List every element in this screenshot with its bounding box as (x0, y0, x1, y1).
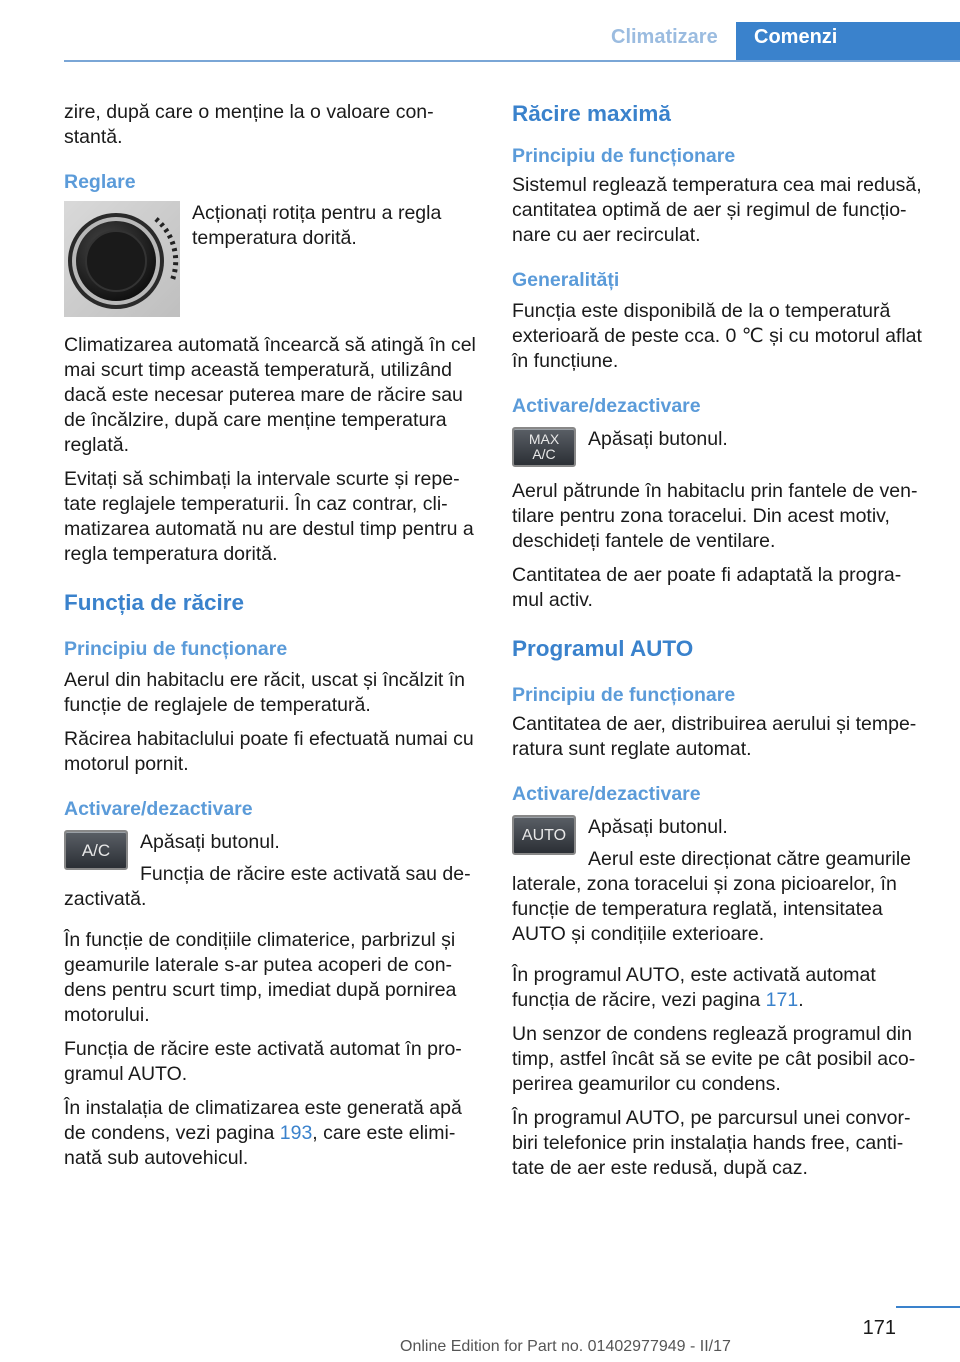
paragraph: zire, după care o menține la o valoare con-stantă. (64, 101, 434, 148)
heading-principiu: Principiu de funcționare (64, 638, 288, 660)
heading-principiu: Principiu de funcționare (512, 684, 736, 706)
section-tab[interactable]: Climatizare (611, 26, 718, 48)
heading-principiu: Principiu de funcționare (512, 145, 736, 167)
paragraph: Climatizarea automată încearcă să atingă în cel mai scurt timp această temperatură, utilizând dacă este necesar puterea mare de răcire sau de încălzire, după care menține temperatura reglată. (64, 334, 476, 456)
page-number: 171 (862, 1317, 896, 1339)
heading-functia-racire: Funcția de răcire (64, 590, 245, 615)
paragraph: Aerul este direcționat către geamurile laterale, zona toracelui și zona picioarelor, în funcție de temperatura reglată, intensitatea AUTO și condițiile exterioare. (512, 848, 911, 945)
ac-button[interactable]: A/C (64, 830, 128, 870)
page-link-193[interactable]: 193 (279, 1122, 313, 1144)
page-link-171[interactable]: 171 (765, 989, 799, 1011)
paragraph: Apăsați butonul. (588, 428, 728, 450)
reglare-row (64, 201, 484, 317)
paragraph: Un senzor de condens reglează programul din timp, astfel încât să se evite pe cât posibil aco-perirea geamurilor cu condens. (512, 1023, 916, 1095)
paragraph: Răcirea habitaclului poate fi efectuată numai cu motorul pornit. (64, 728, 474, 775)
header-divider (64, 60, 960, 62)
footer-divider (0, 1306, 960, 1308)
max-ac-button-row (512, 427, 932, 467)
paragraph: Apăsați butonul. (140, 831, 280, 853)
max-ac-button[interactable]: MAX A/C (512, 427, 576, 467)
paragraph: În instalația de climatizarea este generată apă de condens, vezi pagina 193, care este elimi-nată sub autovehicul. (64, 1097, 462, 1169)
paragraph: Evitați să schimbați la intervale scurte și repe-tate reglajele temperaturii. În caz contrar, cli-matizarea automată nu are destul timp pentru a regla temperatura dorită. (64, 468, 474, 565)
paragraph: Apăsați butonul. (588, 816, 728, 838)
left-column (64, 100, 484, 1180)
active-tab[interactable]: Comenzi (736, 22, 960, 62)
ac-text (140, 830, 484, 861)
edition-text: Online Edition for Part no. 01402977949 - II/17 (400, 1338, 731, 1355)
paragraph: Cantitatea de aer, distribuirea aerului și tempe-ratura sunt reglate automat. (512, 713, 917, 760)
heading-programul-auto: Programul AUTO (512, 636, 694, 661)
heading-generalitati: Generalități (512, 269, 620, 291)
paragraph: În programul AUTO, pe parcursul unei convor-biri telefonice prin instalația hands free, canti-tate de aer este redusă, după caz. (512, 1107, 911, 1179)
heading-racire-maxima: Răcire maximă (512, 101, 671, 126)
auto-button[interactable]: AUTO (512, 815, 576, 855)
temperature-knob-image (64, 201, 180, 317)
paragraph: Funcția de răcire este activată sau de-zactivată. (64, 863, 471, 910)
reglare-text: Acționați rotița pentru a regla temperatura dorită. (192, 202, 442, 249)
heading-activare: Activare/dezactivare (512, 395, 701, 417)
heading-activare: Activare/dezactivare (512, 783, 701, 805)
page-header (0, 0, 960, 62)
paragraph: Aerul pătrunde în habitaclu prin fantele de ven-tilare pentru zona toracelui. Din acest motiv, deschideți fantele de ventilare. (512, 480, 918, 552)
paragraph: Funcția este disponibilă de la o temperatură exterioară de peste cca. 0 ℃ și cu motorul aflat în funcțiune. (512, 300, 922, 372)
heading-reglare: Reglare (64, 171, 136, 193)
heading-activare: Activare/dezactivare (64, 798, 253, 820)
right-column (512, 100, 932, 1190)
paragraph: În programul AUTO, este activată automat funcția de răcire, vezi pagina 171. (512, 964, 876, 1011)
paragraph: Sistemul reglează temperatura cea mai redusă, cantitatea optimă de aer și regimul de funcțio-nare cu aer recirculat. (512, 174, 922, 246)
paragraph: Cantitatea de aer poate fi adaptată la progra-mul activ. (512, 564, 902, 611)
paragraph: În funcție de condițiile climaterice, parbrizul și geamurile laterale s-ar putea acoperi de con-dens pentru scurt timp, imediat după pornirea motorului. (64, 929, 457, 1026)
paragraph: Funcția de răcire este activată automat în pro-gramul AUTO. (64, 1038, 462, 1085)
paragraph: Aerul din habitaclu ere răcit, uscat și încălzit în funcție de reglajele de temperatură. (64, 669, 466, 716)
